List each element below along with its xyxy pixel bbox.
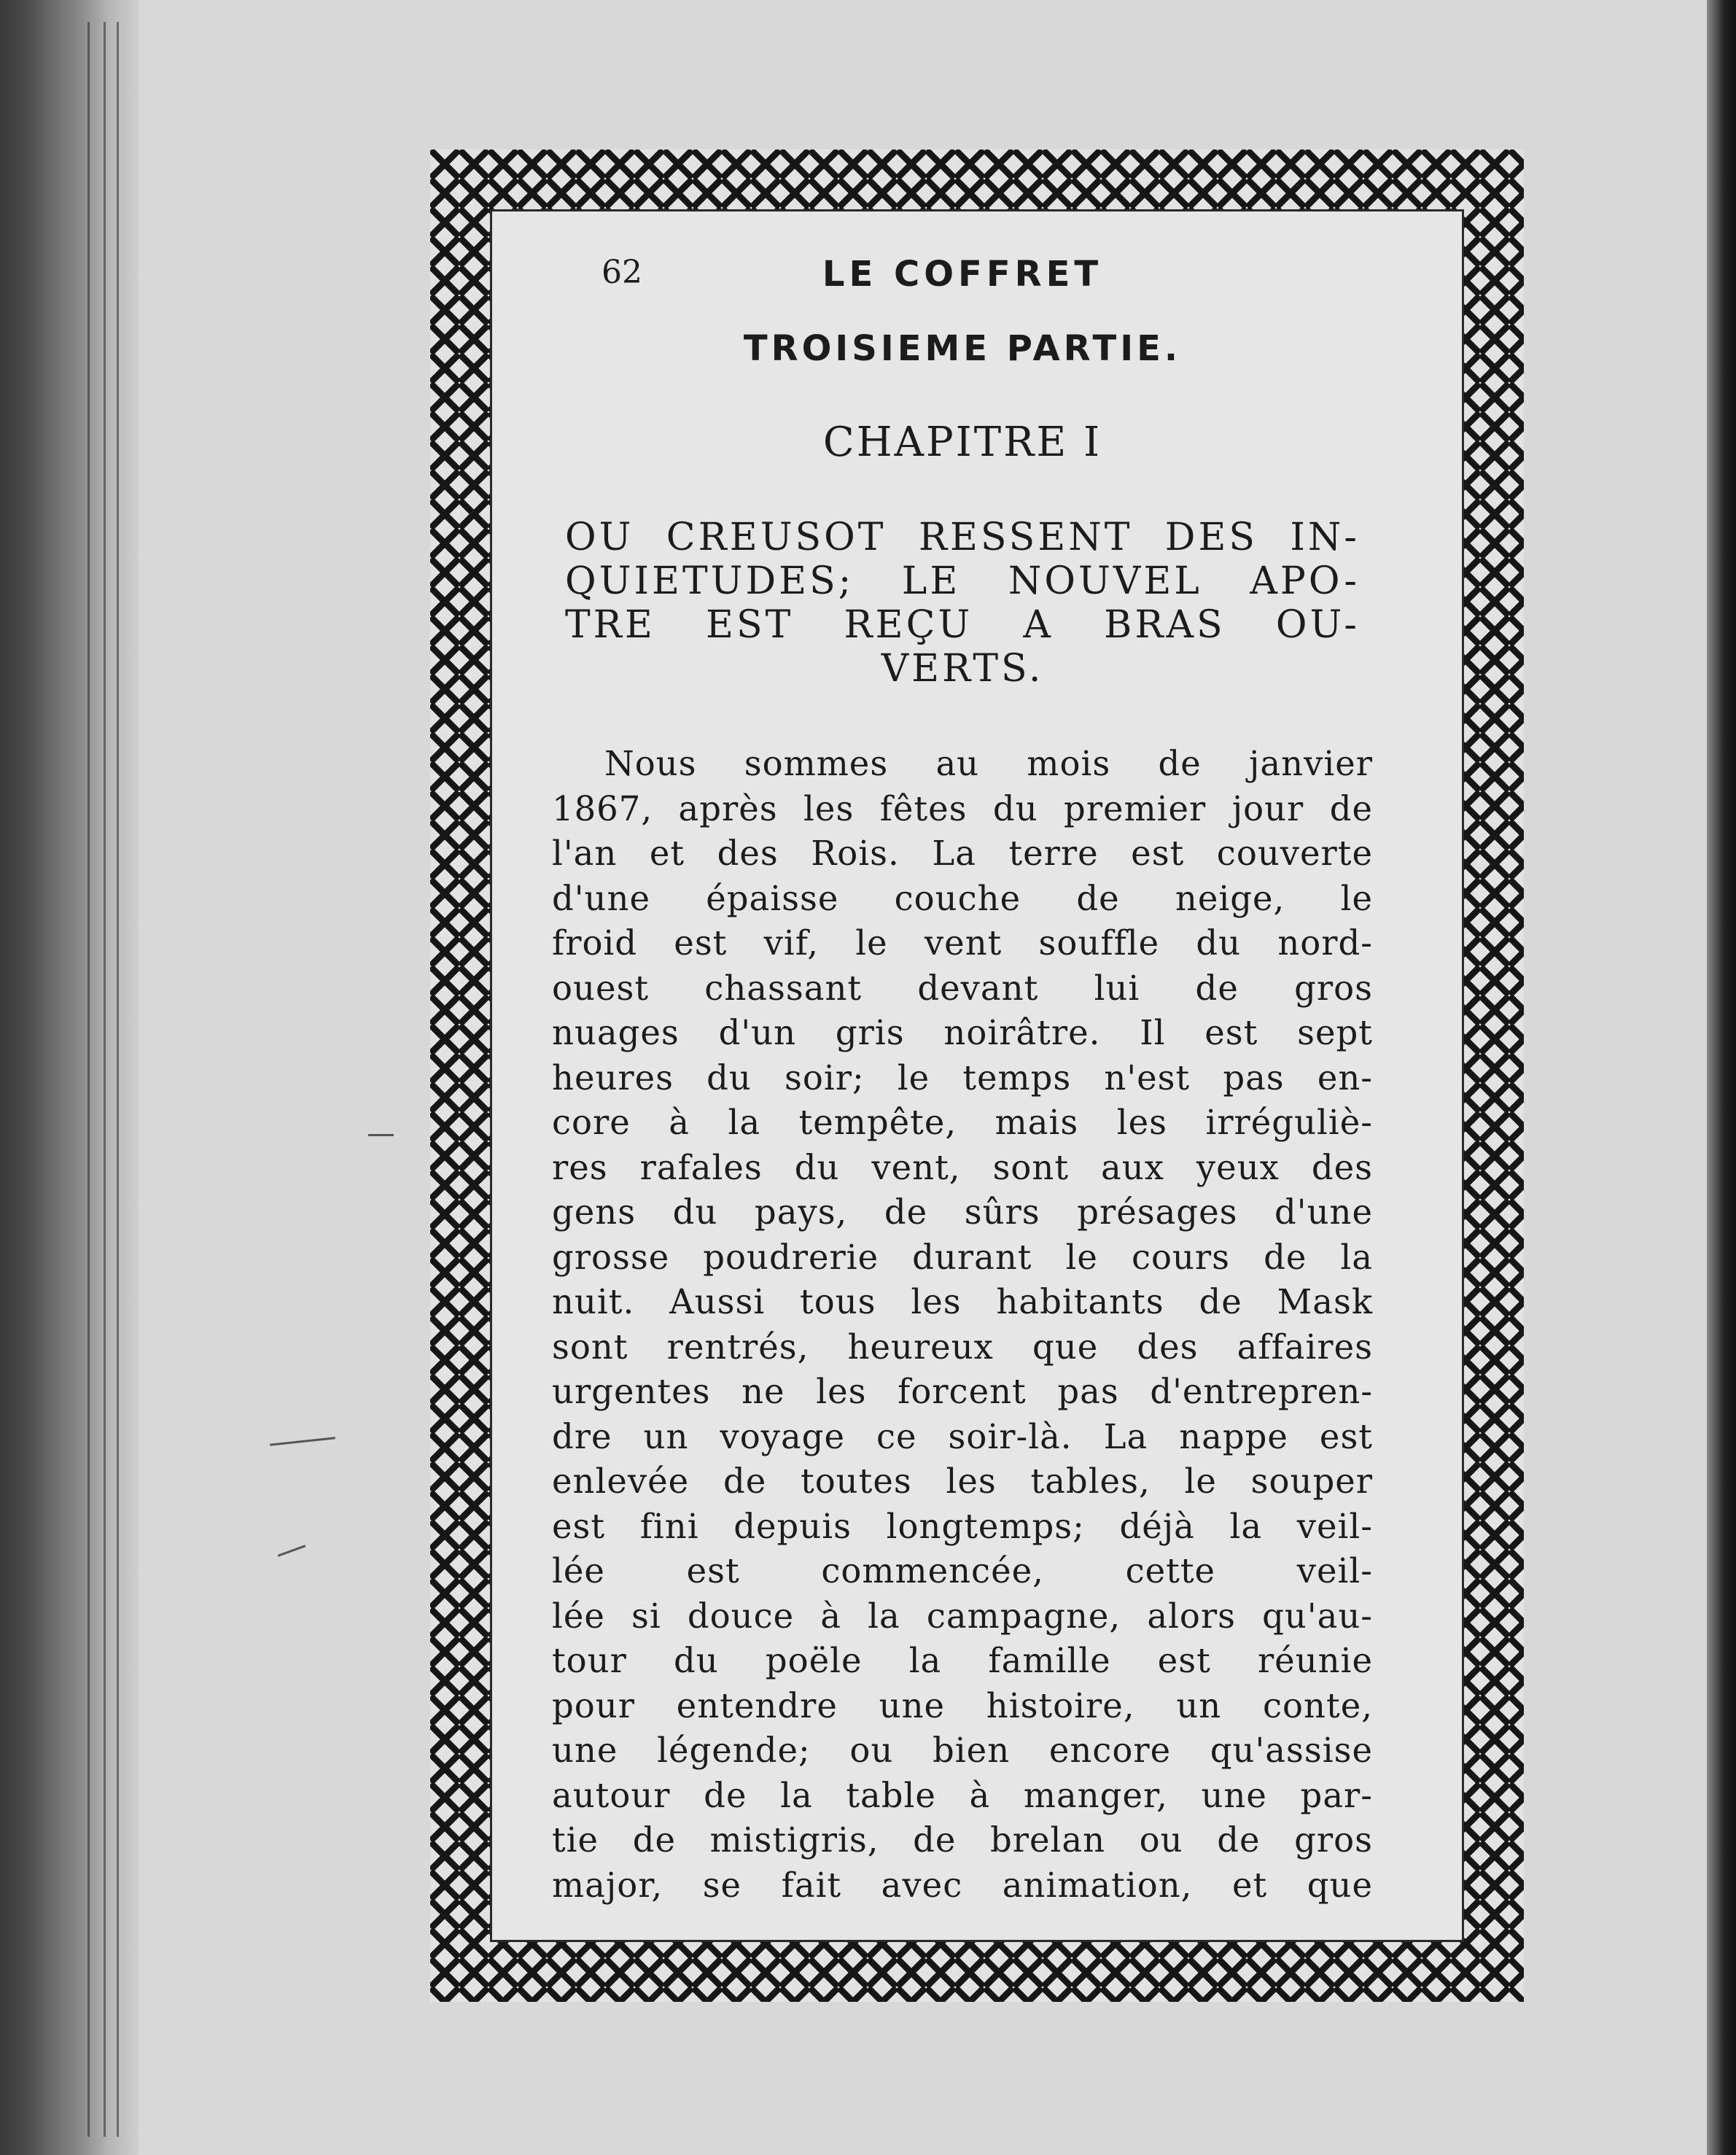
chapter-heading-line: VERTS. <box>881 647 1044 691</box>
body-line: enlevée de toutes les tables, le souper <box>552 1461 1373 1501</box>
body-line: l'an et des Rois. La terre est couverte <box>552 834 1373 873</box>
chapter-heading-line: QUIETUDES; LE NOUVEL APO- <box>565 559 1360 603</box>
margin-mark <box>278 1545 306 1557</box>
body-line: core à la tempête, mais les irréguliè- <box>552 1103 1373 1142</box>
body-line: urgentes ne les forcent pas d'entrepren- <box>552 1372 1373 1411</box>
chapter-heading-line: TRE EST REÇU A BRAS OU- <box>565 603 1360 647</box>
page-text <box>543 241 1382 1908</box>
page-edge-line <box>117 22 119 2137</box>
body-line: ouest chassant devant lui de gros <box>552 968 1373 1008</box>
body-line: Nous sommes au mois de janvier <box>604 744 1373 783</box>
running-title: LE COFFRET <box>822 254 1103 295</box>
margin-mark <box>270 1437 335 1445</box>
body-line: res rafales du vent, sont aux yeux des <box>552 1147 1373 1187</box>
body-line: sont rentrés, heureux que des affaires <box>552 1327 1373 1367</box>
running-head <box>543 241 1382 306</box>
body-line: d'une épaisse couche de neige, le <box>552 878 1373 918</box>
body-line: heures du soir; le temps n'est pas en- <box>552 1057 1373 1098</box>
right-dark-margin <box>1707 0 1736 2155</box>
body-line: tie de mistigris, de brelan ou de gros <box>552 1820 1373 1860</box>
margin-mark <box>368 1134 394 1136</box>
chapter-heading-line: OU CREUSOT RESSENT DES IN- <box>565 516 1360 559</box>
body-line: autour de la table à manger, une par- <box>552 1775 1373 1815</box>
page-edge-line <box>104 22 106 2137</box>
body-line: 1867, après les fêtes du premier jour de <box>552 788 1373 828</box>
chapter-title: CHAPITRE I <box>822 419 1102 466</box>
body-line: major, se fait avec animation, et que <box>552 1865 1373 1905</box>
part-title: TROISIEME PARTIE. <box>743 328 1182 369</box>
body-line: est fini depuis longtemps; déjà la veil- <box>552 1506 1373 1546</box>
body-line: pour entendre une histoire, un conte, <box>552 1685 1373 1725</box>
body-line: gens du pays, de sûrs présages d'une <box>552 1192 1373 1232</box>
body-paragraph <box>543 742 1382 1908</box>
page-edge-line <box>87 22 90 2137</box>
body-line: lée si douce à la campagne, alors qu'au- <box>552 1596 1373 1636</box>
body-line: tour du poële la famille est réunie <box>552 1641 1373 1680</box>
chapter-heading <box>543 516 1382 691</box>
body-line: nuit. Aussi tous les habitants de Mask <box>552 1282 1373 1321</box>
page-number: 62 <box>602 254 642 291</box>
body-line: dre un voyage ce soir-là. La nappe est <box>552 1416 1373 1456</box>
body-line: froid est vif, le vent souffle du nord- <box>552 923 1373 963</box>
body-line: lée est commencée, cette veil- <box>552 1551 1373 1591</box>
body-line: nuages d'un gris noirâtre. Il est sept <box>552 1013 1373 1052</box>
body-line: une légende; ou bien encore qu'assise <box>552 1731 1373 1770</box>
book-spine-edge <box>0 0 139 2155</box>
body-line: grosse poudrerie durant le cours de la <box>552 1237 1373 1277</box>
